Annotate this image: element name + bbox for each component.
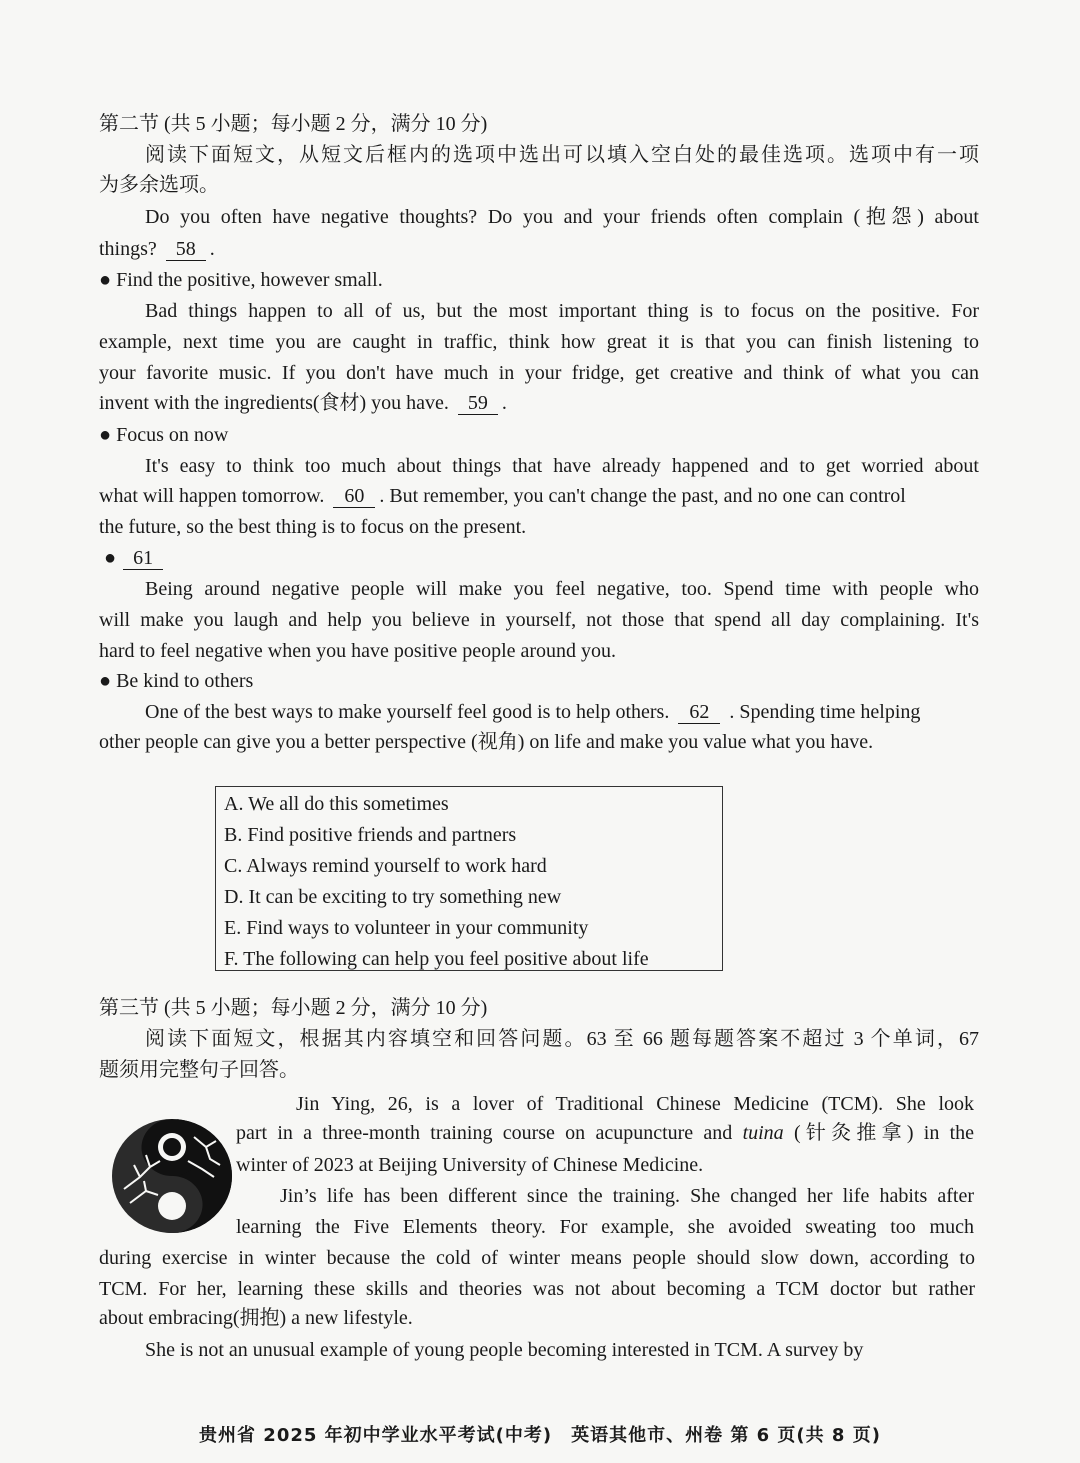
page-footer: 贵州省 2025 年初中学业水平考试(中考) 英语其他市、州卷 第 6 页(共 8 页)	[199, 1425, 881, 1446]
passage-text: But remember, you can't change the past, and no one can control	[389, 485, 906, 507]
passage-text: part in a three-month training course on acupuncture and	[236, 1122, 733, 1144]
option-a: A. We all do this sometimes	[224, 793, 449, 815]
period: .	[209, 238, 215, 260]
blank-61: 61	[123, 547, 163, 570]
option-d: D. It can be exciting to try something new	[224, 886, 562, 908]
passage-line: She is not an unusual example of young people becoming interested in TCM. A survey by	[145, 1339, 864, 1361]
subheading-find-positive: ● Find the positive, however small.	[99, 269, 383, 291]
section2-instructions-line1: 阅读下面短文，从短文后框内的选项中选出可以填入空白处的最佳选项。选项中有一项	[145, 144, 979, 166]
passage-line: Jin Ying, 26, is a lover of Traditional Chinese Medicine (TCM). She look	[296, 1093, 974, 1115]
passage-text: what will happen tomorrow.	[99, 485, 325, 507]
options-box	[215, 786, 723, 971]
option-e: E. Find ways to volunteer in your community	[224, 917, 589, 939]
passage-text: One of the best ways to make yourself feel good is to help others.	[145, 701, 670, 723]
subheading-focus-now: ● Focus on now	[99, 424, 229, 446]
passage-line: during exercise in winter because the cold of winter means people should slow down, according to	[99, 1247, 975, 1269]
bullet: ●	[104, 547, 117, 569]
passage-line	[236, 1118, 974, 1149]
period: .	[501, 392, 507, 414]
section3-instructions-line1: 阅读下面短文，根据其内容填空和回答问题。63 至 66 题每题答案不超过 3 个单词，67	[145, 1028, 979, 1050]
passage-line: will make you laugh and help you believe in yourself, not those that spend all day complaining. It's	[99, 609, 979, 631]
passage-line: Do you often have negative thoughts? Do you and your friends often complain (抱怨) about	[145, 206, 979, 228]
section3-instructions-line2: 题须用完整句子回答。	[99, 1059, 299, 1081]
passage-line: hard to feel negative when you have positive people around you.	[99, 640, 617, 662]
blank-62: 62	[678, 701, 720, 724]
option-b: B. Find positive friends and partners	[224, 824, 517, 846]
passage-line: winter of 2023 at Beijing University of Chinese Medicine.	[236, 1154, 704, 1176]
passage-line: Jin’s life has been different since the training. She changed her life habits after	[280, 1185, 974, 1207]
passage-text: (针灸推拿) in the	[793, 1122, 975, 1144]
blank-58: 58	[166, 238, 206, 261]
yin-yang-tree-illustration	[110, 1117, 234, 1235]
italic-term: tuina	[742, 1122, 784, 1144]
passage-line	[99, 234, 979, 265]
passage-line: TCM. For her, learning these skills and theories was not about becoming a TCM doctor but rather	[99, 1278, 975, 1300]
passage-line: the future, so the best thing is to focus on the present.	[99, 516, 527, 538]
section2-heading: 第二节 (共 5 小题；每小题 2 分，满分 10 分)	[99, 113, 488, 135]
period: .	[379, 485, 385, 507]
subheading-be-kind: ● Be kind to others	[99, 670, 254, 692]
section2-instructions-line2: 为多余选项。	[99, 174, 219, 196]
passage-line: your favorite music. If you don't have much in your fridge, get creative and think of what you can	[99, 362, 979, 384]
passage-line: about embracing(拥抱) a new lifestyle.	[99, 1307, 413, 1329]
passage-text: things?	[99, 238, 157, 260]
passage-line	[99, 388, 979, 419]
passage-text: . Spending time helping	[729, 701, 921, 723]
section3-heading: 第三节 (共 5 小题；每小题 2 分，满分 10 分)	[99, 997, 488, 1019]
subheading-blank-61	[104, 543, 984, 574]
passage-line: example, next time you are caught in traffic, think how great it is that you can finish listening to	[99, 331, 979, 353]
passage-line	[145, 697, 979, 728]
passage-text: invent with the ingredients(食材) you have.	[99, 392, 449, 414]
passage-line: It's easy to think too much about things that have already happened and to get worried about	[145, 455, 979, 477]
passage-line: learning the Five Elements theory. For example, she avoided sweating too much	[236, 1216, 974, 1238]
blank-59: 59	[458, 392, 498, 415]
blank-60: 60	[333, 485, 375, 508]
passage-line: Bad things happen to all of us, but the most important thing is to focus on the positive. For	[145, 300, 979, 322]
passage-line: other people can give you a better perspective (视角) on life and make you value what you have.	[99, 731, 874, 753]
passage-line: Being around negative people will make you feel negative, too. Spend time with people who	[145, 578, 979, 600]
passage-line	[99, 481, 979, 512]
option-c: C. Always remind yourself to work hard	[224, 855, 547, 877]
option-f: F. The following can help you feel positive about life	[224, 948, 649, 970]
